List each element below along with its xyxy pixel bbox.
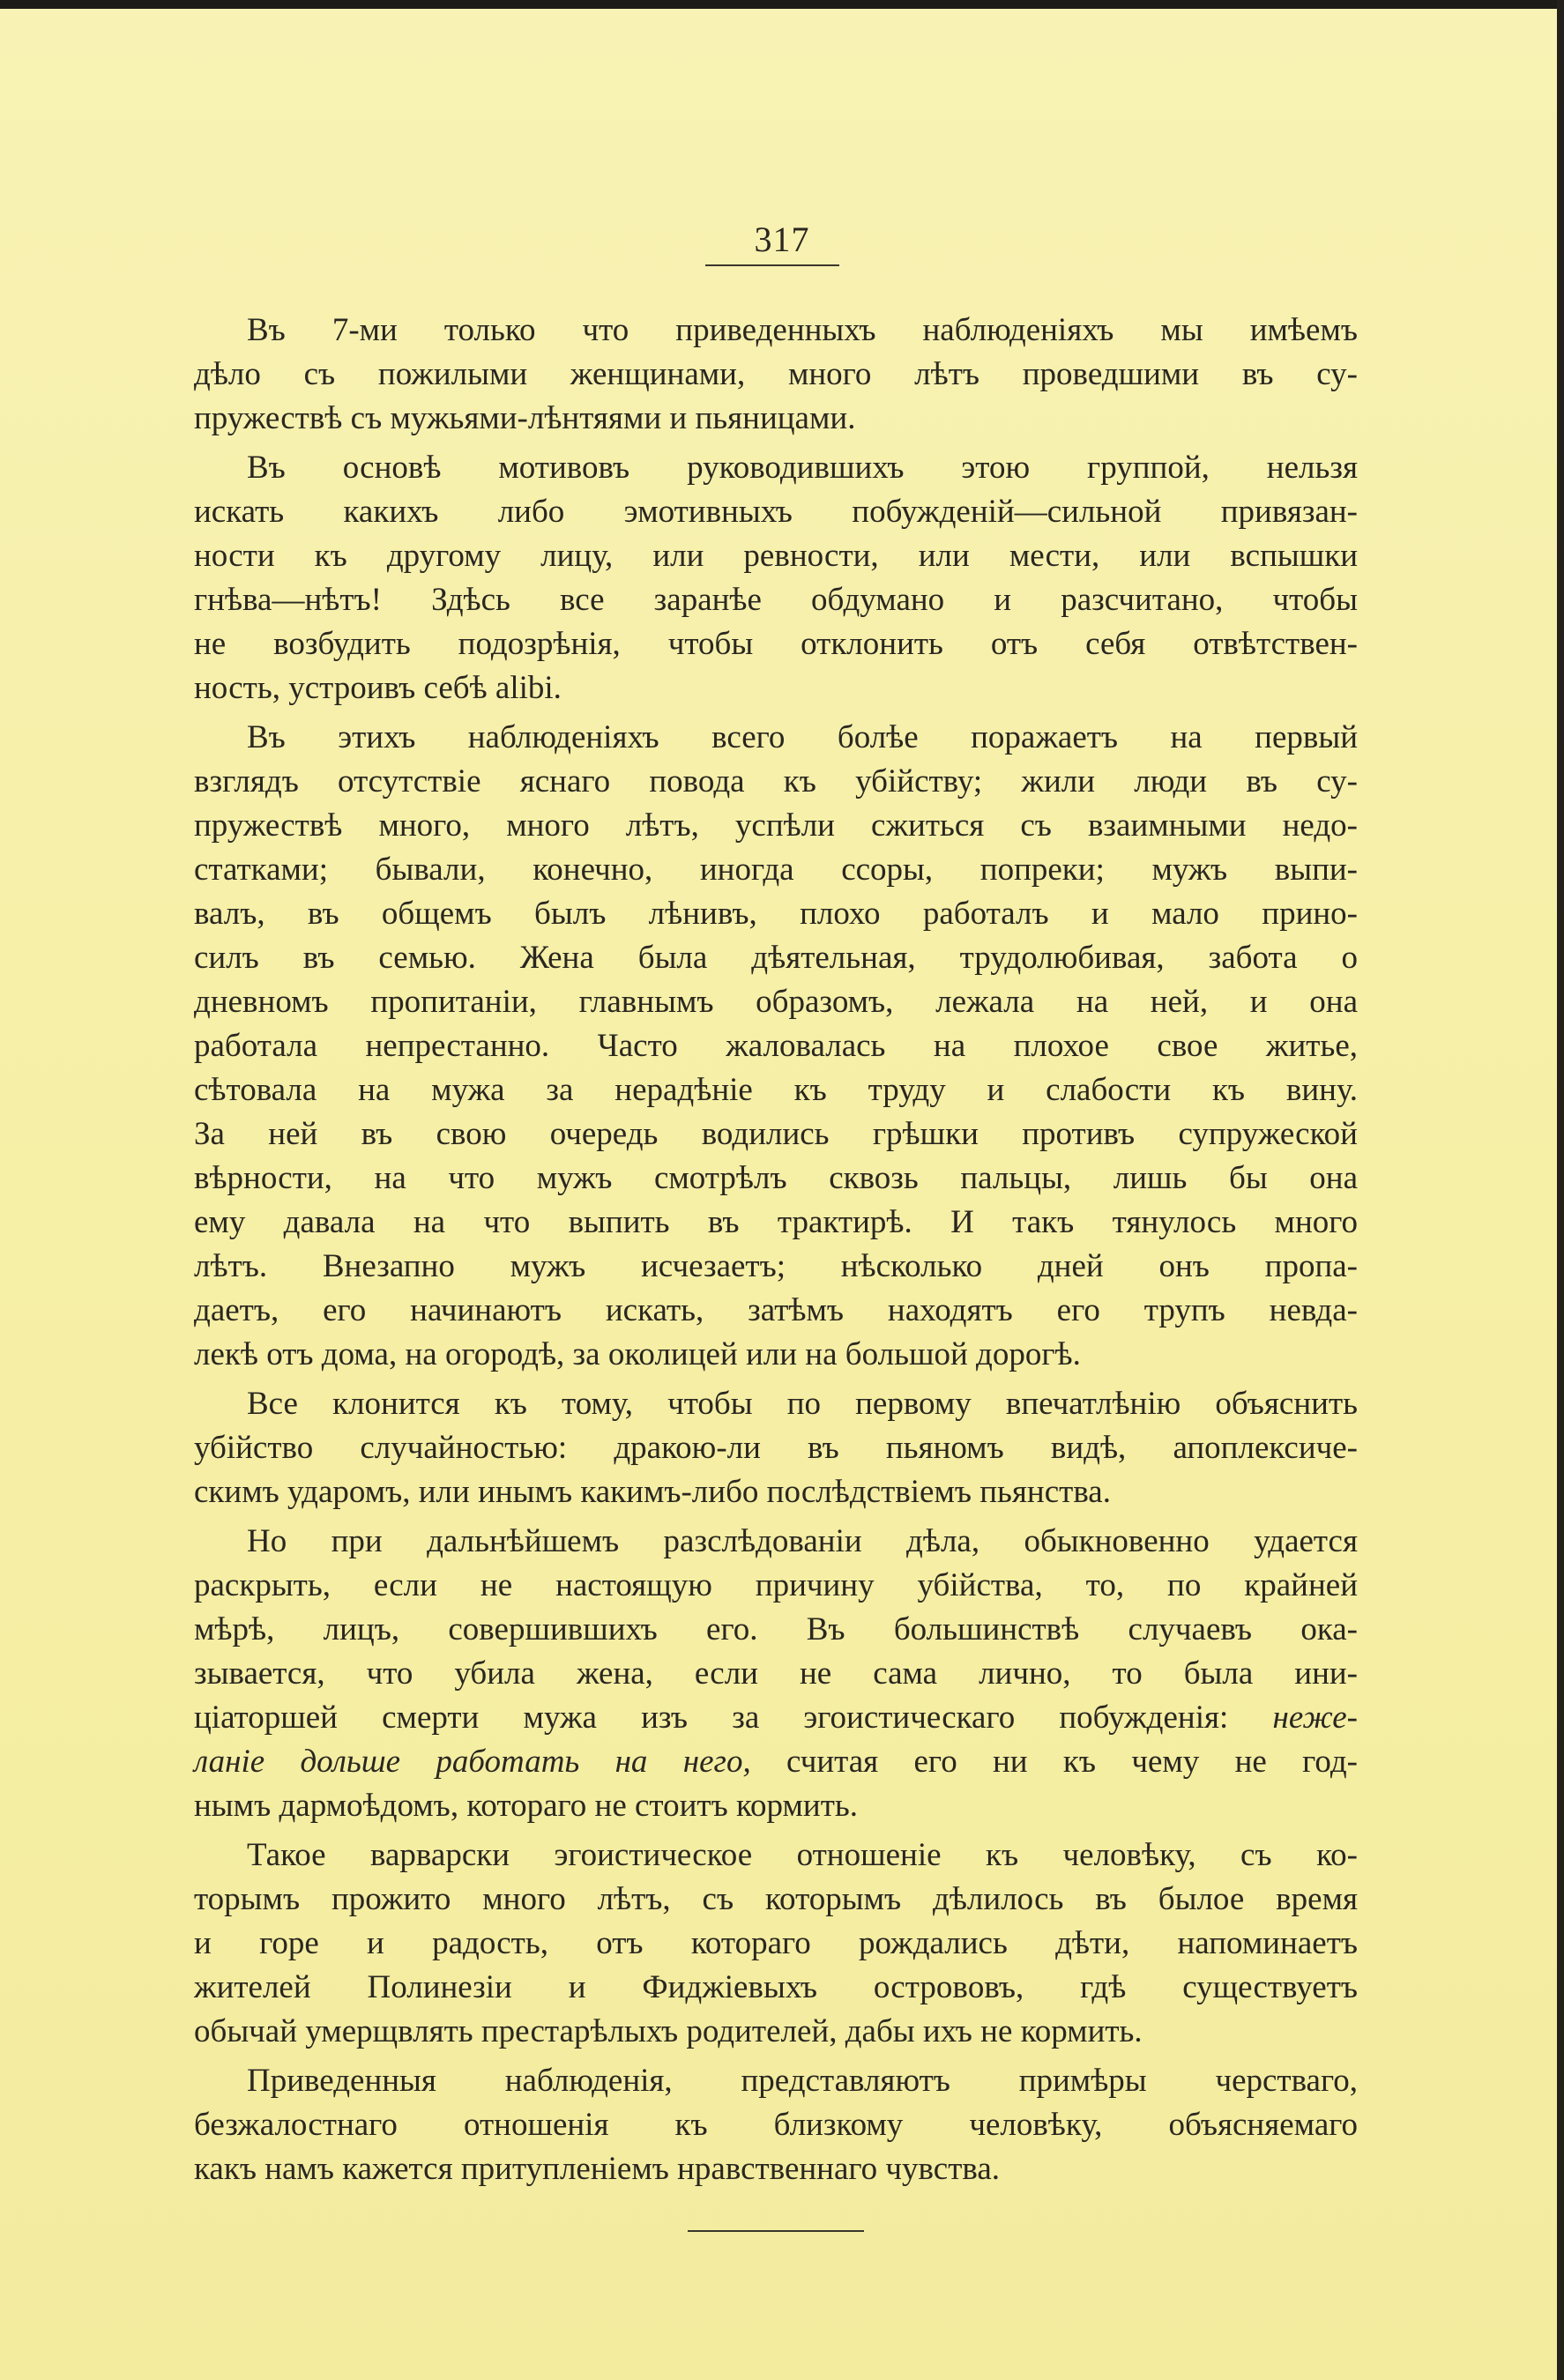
text-line: безжалостнаго отношенія къ близкому человѣку, объясняемаго: [194, 2107, 1358, 2143]
text-line: убійство случайностью: дракою-ли въ пьяномъ видѣ, апоплексиче-: [194, 1430, 1358, 1466]
text-line: Но при дальнѣйшемъ разслѣдованіи дѣла, обыкновенно удается: [247, 1523, 1358, 1559]
text-line: дневномъ пропитаніи, главнымъ образомъ, лежала на ней, и она: [194, 984, 1358, 1020]
text-line: зывается, что убила жена, если не сама лично, то была ини-: [194, 1655, 1358, 1692]
paragraph-3: [194, 716, 1358, 1377]
text-line: Въ 7-ми только что приведенныхъ наблюденіяхъ мы имѣемъ: [247, 312, 1358, 348]
text-line: дѣло съ пожилыми женщинами, много лѣтъ проведшими въ су-: [194, 356, 1358, 392]
text-line: какъ намъ кажется притупленіемъ нравственнаго чувства.: [194, 2151, 1001, 2187]
paragraph-2: [194, 446, 1358, 710]
text-line: Въ этихъ наблюденіяхъ всего болѣе поражаетъ на первый: [247, 719, 1358, 755]
text-line: жителей Полинезіи и Фиджіевыхъ островoвъ, гдѣ существуетъ: [194, 1969, 1358, 2005]
text-line-mixed: [194, 1740, 1358, 1784]
text-line: ность, устроивъ себѣ alibi.: [194, 670, 562, 706]
text-line: взглядъ отсутствіе яснаго повода къ убійству; жили люди въ су-: [194, 763, 1358, 800]
scan-right-border: [1557, 0, 1564, 2380]
text-line: раскрыть, если не настоящую причину убійства, то, по крайней: [194, 1567, 1358, 1603]
page-number-rule: [705, 264, 839, 266]
text-line: силъ въ семью. Жена была дѣятельная, трудолюбивая, забота о: [194, 940, 1358, 976]
scan-top-border: [0, 0, 1564, 9]
text-line: гнѣва—нѣтъ! Здѣсь все заранѣе обдумано и разсчитано, чтобы: [194, 582, 1358, 618]
text-line: валъ, въ общемъ былъ лѣнивъ, плохо работалъ и мало прино-: [194, 896, 1358, 932]
text-line: статками; бывали, конечно, иногда ссоры, попреки; мужъ выпи-: [194, 852, 1358, 888]
paragraph-4: [194, 1382, 1358, 1514]
text-line: не возбудить подозрѣнія, чтобы отклонить отъ себя отвѣтствен-: [194, 626, 1358, 662]
text-line: лекѣ отъ дома, на огородѣ, за околицей или на большой дорогѣ.: [194, 1336, 1081, 1372]
text-line: Въ основѣ мотивовъ руководившихъ этою группой, нельзя: [247, 450, 1358, 486]
text-line: торымъ прожито много лѣтъ, съ которымъ дѣлилось въ былое время: [194, 1881, 1358, 1917]
text-segment: считая его ни къ чему не год-: [750, 1744, 1358, 1780]
text-line: пружествѣ много, много лѣтъ, успѣли сжиться съ взаимными недо-: [194, 807, 1358, 844]
text-line: нымъ дармоѣдомъ, котораго не стоитъ кормить.: [194, 1788, 859, 1824]
text-line: работала непрестанно. Часто жаловалась на плохое свое житье,: [194, 1028, 1358, 1064]
text-line: и горе и радость, отъ котораго рождались дѣти, напоминаетъ: [194, 1925, 1358, 1961]
text-line: лѣтъ. Внезапно мужъ исчезаетъ; нѣсколько дней онъ пропа-: [194, 1248, 1358, 1284]
paragraph-5: [194, 1520, 1358, 1828]
text-line: Приведенныя наблюденія, представляютъ примѣры черстваго,: [247, 2063, 1358, 2099]
text-line: вѣрности, на что мужъ смотрѣлъ сквозь пальцы, лишь бы она: [194, 1160, 1358, 1196]
body-text: [194, 309, 1358, 2191]
text-line: Все клонится къ тому, чтобы по первому впечатлѣнію объяснить: [247, 1386, 1358, 1422]
text-line: ности къ другому лицу, или ревности, или мести, или вспышки: [194, 538, 1358, 574]
text-line: искать какихъ либо эмотивныхъ побужденій—сильной привязан-: [194, 494, 1358, 530]
text-line: скимъ ударомъ, или инымъ какимъ-либо послѣдствіемъ пьянства.: [194, 1474, 1111, 1510]
text-line: обычай умерщвлять престарѣлыхъ родителей, дабы ихъ не кормить.: [194, 2013, 1143, 2049]
text-line: Такое варварски эгоистическое отношеніе къ человѣку, съ ко-: [247, 1837, 1358, 1873]
page-number: 317: [754, 219, 810, 259]
text-line-mixed: [194, 1696, 1358, 1740]
italic-emphasis: ланіе дольше работать на него,: [194, 1744, 751, 1780]
paragraph-7: [194, 2059, 1358, 2191]
text-line: сѣтовала на мужа за нерадѣніе къ труду и слабости къ вину.: [194, 1072, 1358, 1108]
text-segment: ціаторшей смерти мужа изъ за эгоистическаго побужденія:: [194, 1699, 1273, 1736]
paragraph-6: [194, 1833, 1358, 2054]
text-line: даетъ, его начинаютъ искать, затѣмъ находятъ его трупъ невда-: [194, 1292, 1358, 1328]
italic-emphasis: неже-: [1272, 1699, 1358, 1736]
end-rule: [688, 2230, 864, 2232]
text-line: пружествѣ съ мужьями-лѣнтяями и пьяницами.: [194, 400, 856, 436]
text-line: мѣрѣ, лицъ, совершившихъ его. Въ большинствѣ случаевъ ока-: [194, 1611, 1358, 1647]
text-line: ему давала на что выпить въ трактирѣ. И такъ тянулось много: [194, 1204, 1358, 1240]
paragraph-1: [194, 309, 1358, 441]
text-line: За ней въ свою очередь водились грѣшки противъ супружеской: [194, 1116, 1358, 1152]
